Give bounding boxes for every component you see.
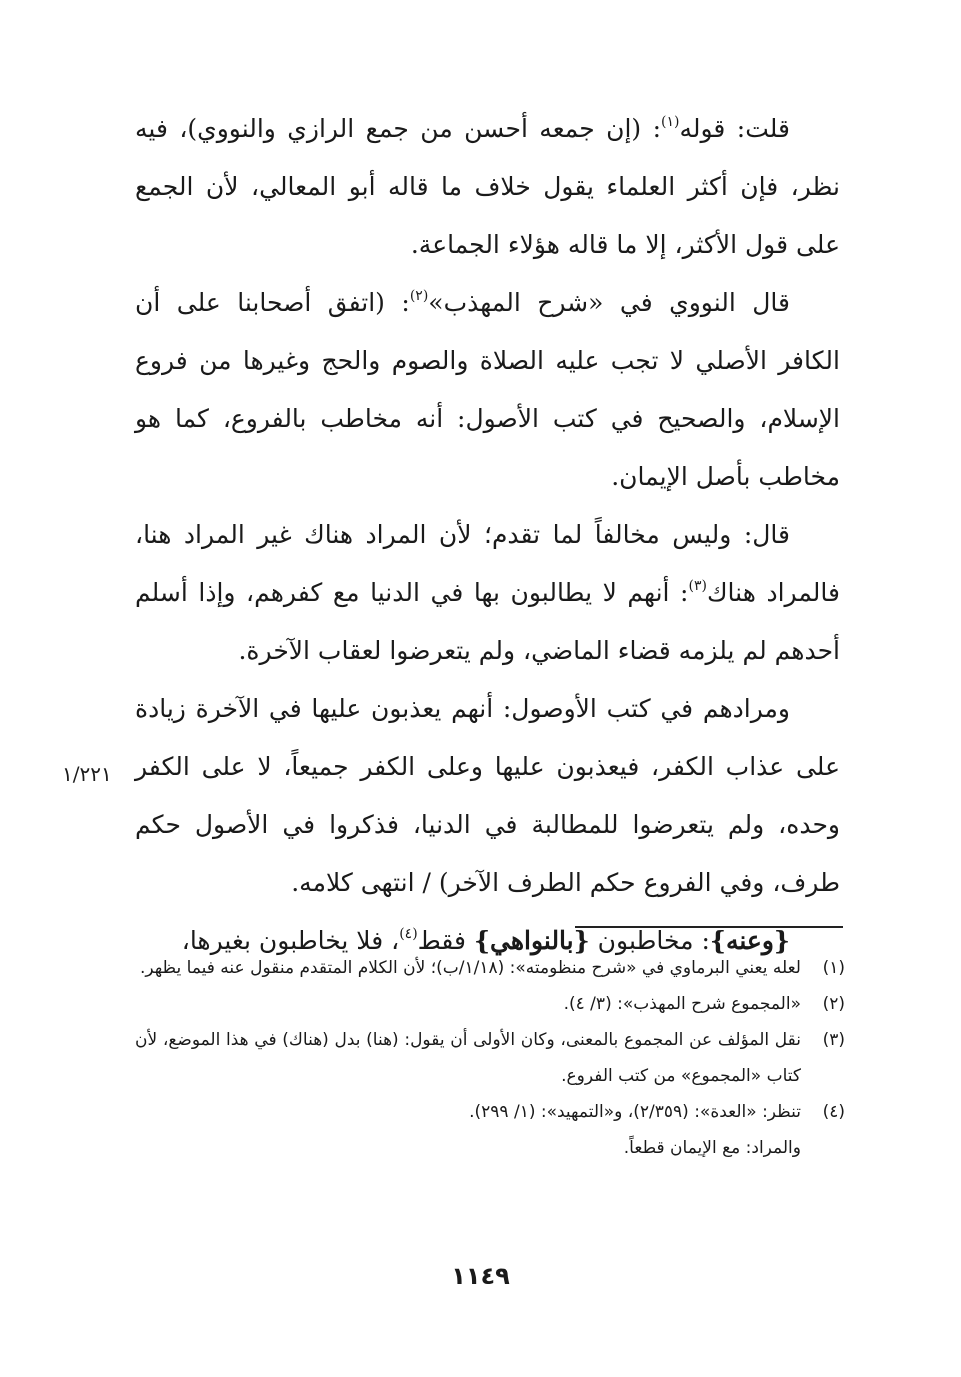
footnotes [135,950,845,1166]
footnote-ref-1[interactable]: (١) [661,113,680,130]
bracketed-term: {وعنه} [709,926,790,955]
main-text [135,100,840,970]
text-segment: ، فلا يخاطبون بغيرها، [181,926,400,955]
text-segment: : (إن جمعه أحسن من جمع الرازي والنووي)، فيه نظر، فإن أكثر العلماء يقول خلاف ما قاله أبو المعالي، لأن الجمع على قول الأكثر، إلا ما قاله هؤلاء الجماعة. [135,114,840,259]
footnote-2 [135,986,845,1022]
text-segment: : (اتفق أصحابنا على أن الكافر الأصلي لا تجب عليه الصلاة والصوم والحج وغيرها من فروع الإسلام، والصحيح في كتب الأصول: أنه مخاطب بالفروع، كما هو مخاطب بأصل الإيمان. [135,288,840,491]
footnote-text: تنظر: «العدة»: (٢/٣٥٩)، و«التمهيد»: (١/ ٢٩٩). [469,1102,801,1122]
text-segment: : أنهم لا يطالبون بها في الدنيا مع كفرهم، وإذا أسلم أحدهم لم يلزمه قضاء الماضي، ولم يتعرضوا لعقاب الآخرة. [135,578,840,665]
footnote-4-continuation: والمراد: مع الإيمان قطعاً. [623,1138,801,1158]
paragraph-3 [135,506,840,680]
footnote-number: (٣) [822,1030,845,1050]
text-segment: فقط [417,926,474,955]
text-segment: قال النووي في «شرح المهذب» [428,288,791,317]
footnote-1 [135,950,845,986]
page-number: ١١٤٩ [451,1262,510,1290]
footnote-ref-3[interactable]: (٣) [688,577,707,594]
footnote-3 [135,1022,845,1094]
paragraph-1 [135,100,840,274]
manuscript-folio-marker: ١/٢٢١ [62,762,112,786]
bracketed-term: {بالنواهي} [473,926,590,955]
text-segment: ومرادهم في كتب الأوصول: أنهم يعذبون عليها في الآخرة زيادة على عذاب الكفر، فيعذبون عليها وعلى الكفر جميعاً، لا على الكفر وحده، ولم يتعرضوا للمطالبة في الدنيا، فذكروا في الأصول حكم طرف، وفي الفروع حكم الطرف الآخر) / انتهى كلامه. [135,694,840,897]
footnote-text: لعله يعني البرماوي في «شرح منظومته»: (١/١٨/ب)؛ لأن الكلام المتقدم منقول عنه فيما يظهر. [139,958,801,978]
paragraph-4 [135,680,840,912]
footnote-separator [575,926,843,928]
paragraph-2 [135,274,840,506]
footnote-number: (٢) [822,994,845,1014]
footnote-4 [135,1094,845,1130]
footnote-ref-4[interactable]: (٤) [399,925,418,942]
text-segment: قال: وليس مخالفاً لما تقدم؛ لأن المراد هناك غير المراد هنا، فالمراد هناك [135,520,840,607]
text-segment: قلت: قوله [679,114,790,143]
footnote-text: «المجموع شرح المهذب»: (٣/ ٤). [563,994,801,1014]
footnote-text: نقل المؤلف عن المجموع بالمعنى، وكان الأولى أن يقول: (هنا) بدل (هناك) في هذا الموضع، لأن كتاب «المجموع» من كتب الفروع. [135,1030,801,1086]
text-segment: : مخاطبون [589,926,710,955]
footnote-number: (٤) [822,1102,845,1122]
footnote-number: (١) [822,958,845,978]
footnote-ref-2[interactable]: (٢) [409,287,429,304]
